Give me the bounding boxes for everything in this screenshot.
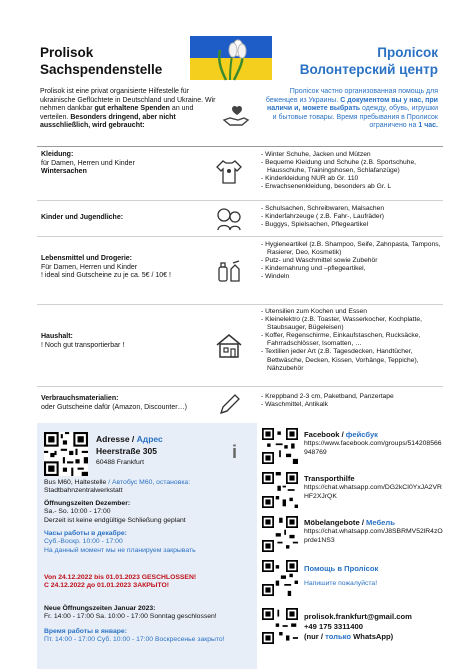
qr-code-facebook[interactable] [262, 428, 298, 464]
children-icon [215, 206, 243, 232]
intro-ua: Пролісок частно организованная помощь для беженцев из Украины. С документом вы у нас, при наличи и, можете выбрать одежду, обувь, игрушки и бытовые товары. Время пребывания в Пролисок ограничено на 1 час. [265, 88, 438, 130]
info-icon: i [232, 442, 238, 462]
title-ua: Пролісок Волонтерский центр [299, 45, 438, 77]
closure-notice: Von 24.12.2022 bis 01.01.2023 GESCHLOSSEN! С 24.12.2022 до 01.01.2023 ЗАКРЫТО! [44, 574, 197, 590]
opening-hours-january: Neue Öffnungszeiten Januar 2023: Fr. 14:00 - 17:00 Sa. 10:00 - 17:00 Sonntag geschlossen! [44, 605, 217, 621]
contact-facebook[interactable]: Facebook / фейсбук https://www.facebook.com/groups/514208566948769 [304, 430, 442, 456]
donation-categories [37, 146, 443, 420]
contact-furniture[interactable]: Möbelangebote / Мебель https://chat.whatsapp.com/J8SBRMV52lR4zOprde1NS3 [304, 518, 443, 544]
contact-email-phone[interactable]: prolisok.frankfurt@gmail.com +49 175 3311400 (nur / только WhatsApp) [304, 612, 412, 641]
qr-code-email[interactable] [262, 608, 298, 644]
intro-de: Prolisok ist eine privat organisierte Hilfestelle für ukrainische Geflüchtete in Deutschland und Ukraine. Wir nehmen dankbar gut erhaltene Spenden an und verteilen. Besonders dringend, aber nicht ausschließlich, wird gebraucht: [40, 88, 216, 130]
qr-code-transport[interactable] [262, 472, 298, 508]
pencil-icon [215, 391, 243, 417]
opening-hours-december-ua: Часы работы в декабре: Суб.-Воскр. 10:00 - 17:00 На данный момент мы не планируем закрывать [44, 530, 196, 554]
bus-directions: Bus M60, Haltestelle / Автобус M60, остановка: Stadtbahnzentralwerkstatt [44, 479, 191, 495]
address-block: Adresse / Адрес Heerstraße 305 60488 Frankfurt [96, 434, 163, 466]
qr-code-help[interactable] [262, 560, 298, 596]
category-row-clothing: Kleidung: für Damen, Herren und Kinder Wintersachen - Winter Schuhe, Jacken und Mützen - Bequeme Kleidung und Schuhe (z.B. Sportschuhe, Hausschuhe, Trainingshosen, Schlafanzüge) - Kinderkleidung NUR ab Gr. 110 - Erwachsenenkleidung, besonders ab Gr. L [37, 147, 443, 201]
flag-snowdrop-icon [190, 30, 272, 82]
contact-help[interactable]: Помощь в Пролісок Напишите пожалуйста! [304, 564, 379, 587]
category-row-consumables: Verbrauchsmaterialien: oder Gutscheine dafür (Amazon, Discounter…) - Kreppband 2-3 cm, Paketband, Panzertape - Waschmittel, Antikalk [37, 387, 443, 421]
spray-bottle-icon [215, 257, 243, 283]
category-row-household: Haushalt: ! Noch gut transportierbar ! - Utensilien zum Kochen und Essen - Kleinelektro (z.B. Toaster, Wasserkocher, Kochplatte, Staubsauger, Bügeleisen) - Koffer, Regenschirme, Einkaufstaschen, Rucksäcke, Fahrradschlösser, Isomatten, … - Textilien jeder Art (z.B. Tagesdecken, Handtücher, Bettwäsche, Decken, Kissen, Vorhänge, Teppiche), Nähzubehör [37, 305, 443, 387]
contact-transport[interactable]: Transporthilfe https://chat.whatsapp.com/DG2kCI0YxJA2VRHF2XJrQK [304, 474, 442, 500]
qr-code-furniture[interactable] [262, 516, 298, 552]
opening-hours-december: Öffnungszeiten Dezember: Sa.- So. 10:00 - 17:00 Derzeit ist keine endgültige Schließung geplant [44, 500, 186, 524]
tshirt-icon [215, 159, 243, 185]
opening-hours-january-ua: Время работы в январе: Пт. 14:00 - 17:00 Суб. 10:00 - 17:00 Воскресенье закрыто! [44, 628, 225, 644]
donation-hand-icon [222, 104, 250, 128]
house-icon [215, 333, 243, 359]
qr-code-address[interactable] [44, 432, 88, 476]
title-de: Prolisok Sachspendenstelle [40, 45, 163, 77]
category-row-drugstore: Lebensmittel und Drogerie: Für Damen, Herren und Kinder ! ideal sind Gutscheine zu je ca. 5€ / 10€ ! - Hygieneartikel (z.B. Shampoo, Seife, Zahnpasta, Tampons, Rasierer, Deo, Kosmetik) - Putz- und Waschmittel sowie Zubehör - Kindernahrung und –pflegeartikel, - Windeln [37, 237, 443, 305]
category-row-children: Kinder und Jugendliche: - Schulsachen, Schreibwaren, Malsachen - Kinderfahrzeuge ( z.B. Fahr-, Laufräder) - Buggys, Spielsachen, Pflegeartikel [37, 201, 443, 237]
